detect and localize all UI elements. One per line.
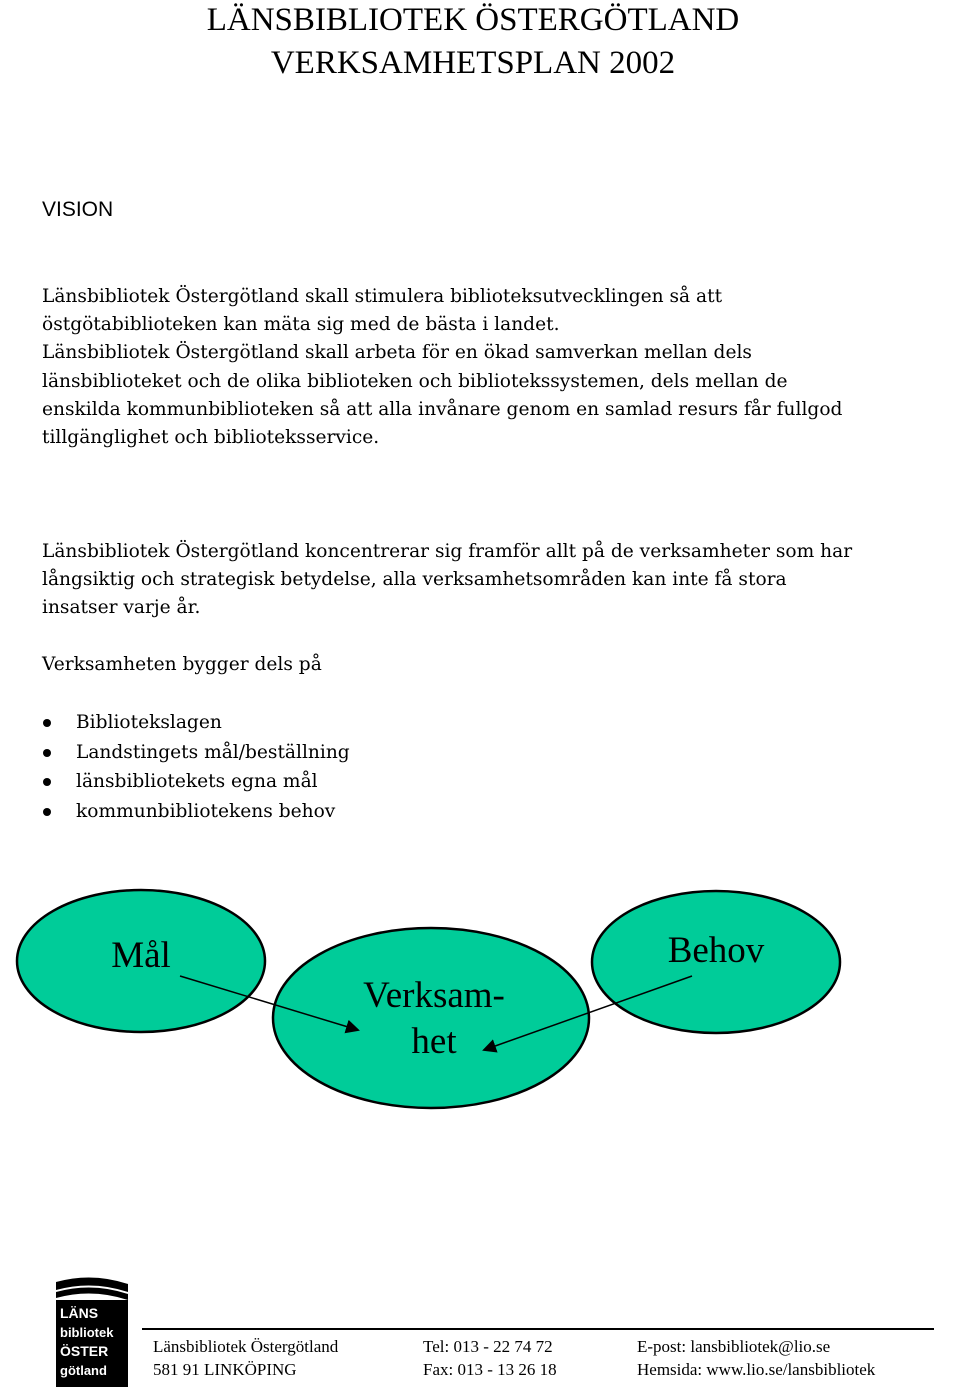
- needs-label: Behov: [667, 930, 765, 971]
- footer-org-name: Länsbibliotek Östergötland: [153, 1337, 339, 1356]
- list-item: [42, 708, 350, 738]
- vision-heading: VISION: [42, 198, 114, 221]
- logo-text-bibliotek: bibliotek: [60, 1325, 114, 1340]
- list-item: [42, 738, 350, 768]
- logo-text-lans: LÄNS: [60, 1305, 99, 1321]
- list-item-label: Landstingets mål/beställning: [76, 741, 350, 763]
- lansbibliotek-logo: [50, 1274, 134, 1389]
- text-line: långsiktig och strategisk betydelse, alla verksamhetsområden kan inte få stora: [42, 569, 787, 591]
- list-item-label: länsbibliotekets egna mål: [76, 771, 318, 792]
- text-line: länsbiblioteket och de olika biblioteken och bibliotekssystemen, dels mellan de: [42, 370, 788, 392]
- goal-activity-needs-diagram: [0, 880, 960, 1140]
- list-item: [42, 797, 350, 827]
- text-line: Länsbibliotek Östergötland koncentrerar sig framför allt på de verksamheter som har: [42, 541, 853, 562]
- text-line: tillgänglighet och biblioteksservice.: [42, 427, 380, 449]
- bullet-icon: [43, 749, 51, 757]
- list-item-label: Bibliotekslagen: [76, 712, 222, 733]
- bullet-icon: [43, 808, 51, 816]
- footer-address: 581 91 LINKÖPING: [153, 1360, 297, 1379]
- text-line: Länsbibliotek Östergötland skall arbeta för en ökad samverkan mellan dels: [42, 342, 752, 364]
- bullet-icon: [43, 778, 51, 786]
- footer-fax: Fax: 013 - 13 26 18: [423, 1360, 557, 1379]
- list-item: [42, 767, 350, 797]
- text-line: insatser varje år.: [42, 597, 201, 619]
- text-line: östgötabiblioteken kan mäta sig med de bästa i landet.: [42, 314, 560, 336]
- goal-label: Mål: [111, 935, 171, 976]
- logo-text-oster: ÖSTER: [60, 1343, 109, 1359]
- document-subtitle: VERKSAMHETSPLAN 2002: [270, 45, 676, 81]
- vision-paragraph-1: [42, 283, 922, 452]
- activity-label-line1: Verksam-: [363, 975, 505, 1016]
- text-line: Länsbibliotek Östergötland skall stimulera biblioteksutvecklingen så att: [42, 286, 723, 307]
- vision-paragraph-2: [42, 538, 922, 623]
- text-line: enskilda kommunbiblioteken så att alla invånare genom en samlad resurs får fullgod: [42, 398, 843, 420]
- document-title: LÄNSBIBLIOTEK ÖSTERGÖTLAND: [206, 2, 740, 38]
- activity-label-line2: het: [411, 1021, 457, 1062]
- footer-website[interactable]: Hemsida: www.lio.se/lansbibliotek: [637, 1360, 876, 1379]
- logo-text-gotland: götland: [60, 1363, 107, 1378]
- bullet-icon: [43, 719, 51, 727]
- footer-phone: Tel: 013 - 22 74 72: [423, 1337, 553, 1356]
- footer-email[interactable]: E-post: lansbibliotek@lio.se: [637, 1337, 831, 1356]
- vision-paragraph-3: Verksamheten bygger dels på: [42, 654, 322, 675]
- footer-divider: [142, 1328, 934, 1330]
- basis-bullet-list: [42, 708, 350, 826]
- list-item-label: kommunbibliotekens behov: [76, 800, 336, 822]
